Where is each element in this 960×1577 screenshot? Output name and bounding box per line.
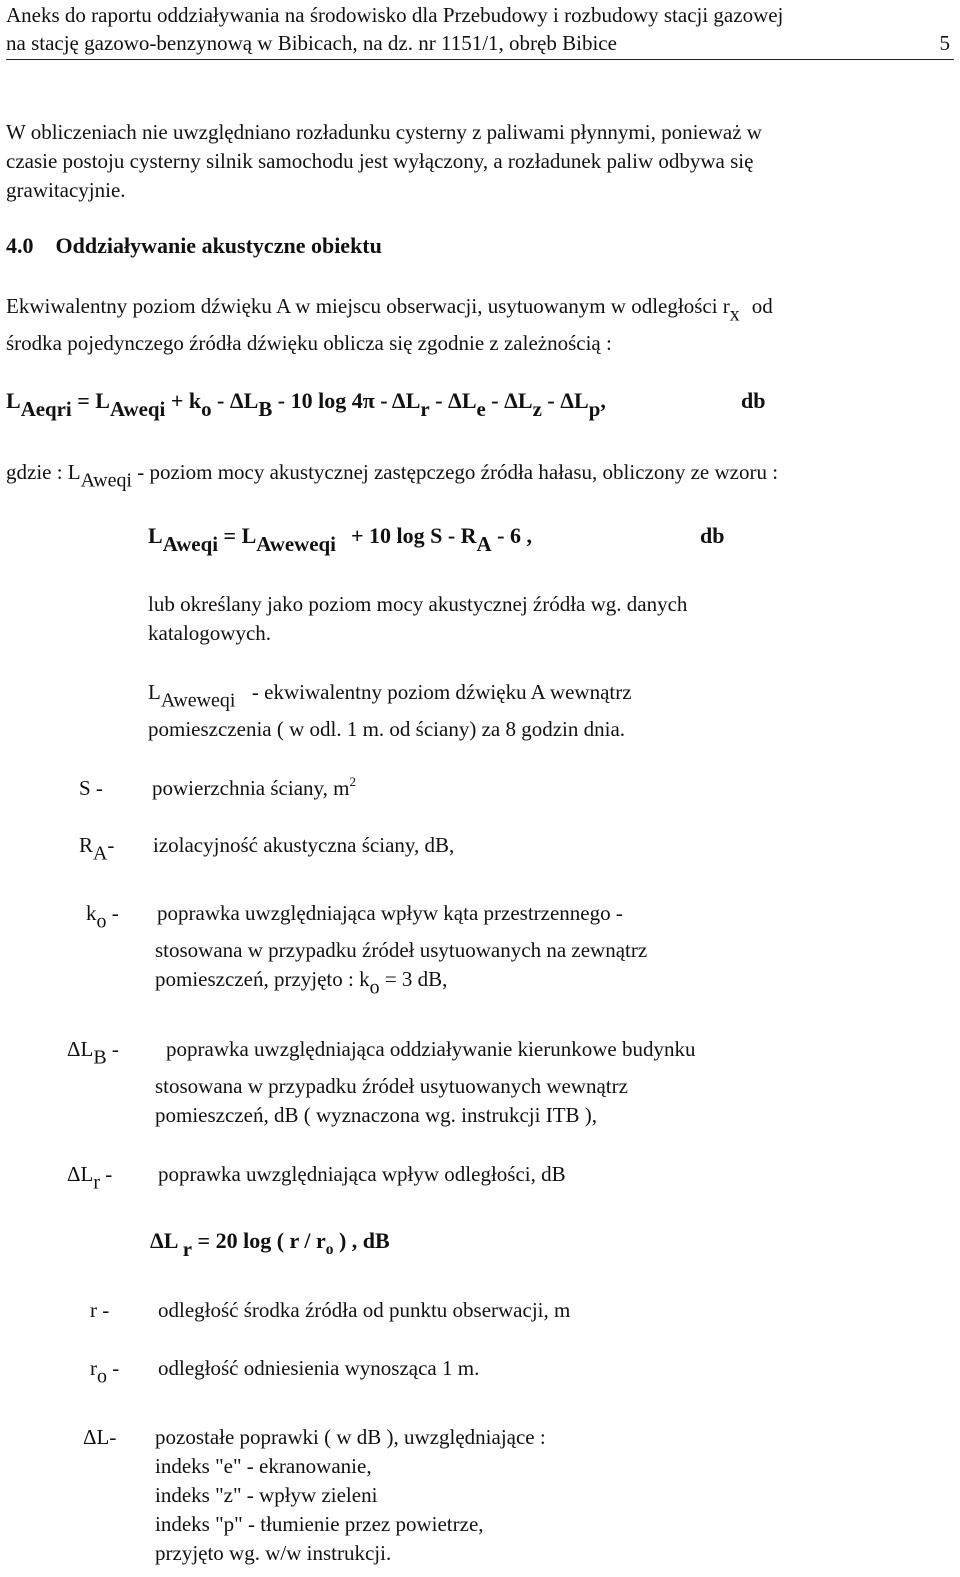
- def-ko-label: [86, 898, 119, 933]
- def-r-label: r -: [90, 1298, 110, 1322]
- f-delta-3: Δ: [448, 388, 462, 413]
- lub-line-1: lub określany jako poziom mocy akustycznej źródła wg. danych: [148, 592, 688, 616]
- f-minus-3: -: [491, 388, 499, 413]
- fa-rest: + 10 log S - R: [350, 523, 477, 548]
- def-ro-sub: o: [97, 1365, 107, 1388]
- def-RA-label: [79, 830, 115, 865]
- aweweqi-line-2: pomieszczenia ( w odl. 1 m. od ściany) za 8 godzin dnia.: [148, 717, 626, 741]
- f-L2: L: [95, 388, 110, 413]
- f-sub-r: r: [420, 396, 430, 421]
- f-delta-5: Δ: [560, 388, 574, 413]
- def-ko-l3sub: o: [369, 976, 380, 999]
- fa-sub-A: A: [476, 531, 492, 556]
- def-ko-l3b: = 3 dB,: [384, 967, 448, 991]
- f-minus-1: -: [217, 388, 225, 413]
- f-minus-2: -: [435, 388, 443, 413]
- fr-sub: r: [182, 1236, 193, 1261]
- fa-L2: L: [241, 523, 257, 548]
- formula-main: [6, 388, 606, 421]
- f-plus-k: + k: [170, 388, 202, 413]
- fr-tail: ) , dB: [338, 1228, 390, 1253]
- fa-eq: =: [223, 523, 237, 548]
- rx-subscript: x: [729, 303, 740, 326]
- def-ko-line-1: poprawka uwzględniająca wpływ kąta przestrzennego -: [157, 901, 623, 925]
- def-dLB-dash: -: [111, 1037, 119, 1061]
- def-S-text: [152, 773, 356, 803]
- fr-body: = 20 log ( r / r: [197, 1228, 326, 1253]
- para1-text: Ekwiwalentny poziom dźwięku A w miejscu obserwacji, usytuowanym w odległości r: [6, 294, 730, 318]
- def-r-text: odległość środka źródła od punktu obserwacji, m: [158, 1298, 571, 1322]
- f-L3: L: [243, 388, 259, 413]
- f-sub-o: o: [201, 396, 212, 421]
- page-number: 5: [939, 31, 950, 55]
- def-dL-line-3: indeks "z" - wpływ zieleni: [155, 1483, 378, 1507]
- f-eq: =: [77, 388, 90, 413]
- def-ko-sub: o: [96, 910, 107, 933]
- section-number: 4.0: [6, 233, 34, 258]
- def-ro-dash: -: [112, 1356, 120, 1380]
- section-heading: [6, 233, 382, 259]
- fr-L: ΔL: [150, 1228, 178, 1253]
- intro-line-3: grawitacyjnie.: [6, 178, 126, 202]
- aw-L: L: [148, 680, 161, 704]
- formula-dLr: [150, 1228, 390, 1261]
- def-ko-l3a: pomieszczeń, przyjęto : k: [155, 967, 370, 991]
- gdzie-sub: Aweqi: [80, 469, 132, 492]
- aw-text: - ekwiwalentny poziom dźwięku A wewnątrz: [251, 680, 632, 704]
- f-sub-B: B: [258, 396, 273, 421]
- para1-od: od: [751, 294, 773, 318]
- def-RA-R: R: [79, 833, 94, 857]
- def-ko-line-2: stosowana w przypadku źródeł usytuowanych na zewnątrz: [155, 938, 648, 962]
- header-line-1: Aneks do raportu oddziaływania na środowisko dla Przebudowy i rozbudowy stacji gazowej: [6, 3, 784, 27]
- def-ko-dash: -: [111, 901, 119, 925]
- gdzie-line: [6, 457, 779, 492]
- f-comma: ,: [600, 388, 606, 413]
- fa-L: L: [148, 523, 163, 548]
- intro-line-1: W obliczeniach nie uwzględniano rozładunku cysterny z paliwami płynnymi, ponieważ w: [6, 120, 762, 144]
- gdzie-prefix: gdzie : L: [6, 460, 81, 484]
- def-dLB-line-2: stosowana w przypadku źródeł usytuowanych wewnątrz: [155, 1074, 628, 1098]
- def-ko-k: k: [86, 901, 97, 925]
- fa-sub2: Aweweqi: [256, 531, 336, 556]
- def-S-sup: 2: [349, 773, 356, 789]
- def-RA-dash: -: [107, 833, 115, 857]
- def-dL-line-2: indeks "e" - ekranowanie,: [155, 1454, 372, 1478]
- formula-main-unit: db: [741, 388, 766, 413]
- f-log: - 10 log 4π -: [277, 388, 388, 413]
- para1-line-2: środka pojedynczego źródła dźwięku oblicza się zgodnie z zależnością :: [6, 331, 612, 355]
- def-dLr-L: ΔL: [67, 1162, 94, 1186]
- f-sub-aweqi: Aweqi: [109, 396, 166, 421]
- fr-sub2: o: [325, 1240, 334, 1258]
- header-rule: [6, 59, 954, 60]
- f-L5: L: [461, 388, 477, 413]
- f-sub-p: p: [588, 396, 601, 421]
- def-dLr-text: poprawka uwzględniająca wpływ odległości, dB: [158, 1162, 566, 1186]
- intro-line-2: czasie postoju cysterny silnik samochodu jest wyłączony, a rozładunek paliw odbywa się: [6, 149, 754, 173]
- def-dLB-sub: B: [93, 1046, 107, 1069]
- f-sub-e: e: [476, 396, 486, 421]
- fa-tail: - 6 ,: [497, 523, 532, 548]
- gdzie-text: - poziom mocy akustycznej zastępczego źródła hałasu, obliczony ze wzoru :: [137, 460, 779, 484]
- def-ko-line-3: [155, 964, 448, 999]
- header-line-2: na stację gazowo-benzynową w Bibicach, na dz. nr 1151/1, obręb Bibice: [6, 31, 617, 55]
- def-dLB-label: [67, 1034, 119, 1069]
- f-L: L: [6, 388, 21, 413]
- def-dLB-line-3: pomieszczeń, dB ( wyznaczona wg. instrukcji ITB ),: [155, 1103, 598, 1127]
- def-S-label: S -: [79, 776, 103, 800]
- f-minus-4: -: [547, 388, 555, 413]
- aweweqi-line-1: [148, 677, 632, 712]
- f-sub-aeqri: Aeqri: [20, 396, 72, 421]
- def-RA-text: izolacyjność akustyczna ściany, dB,: [153, 833, 455, 857]
- lub-line-2: katalogowych.: [148, 621, 272, 645]
- para1-line-1: [6, 291, 773, 326]
- f-delta-2: Δ: [391, 388, 406, 413]
- def-ro-label: [90, 1353, 120, 1388]
- fa-sub1: Aweqi: [162, 531, 219, 556]
- formula-aweqi-unit: db: [700, 523, 725, 548]
- f-L7: L: [574, 388, 589, 413]
- f-delta-1: Δ: [229, 388, 244, 413]
- def-dL-line-4: indeks "p" - tłumienie przez powietrze,: [155, 1512, 484, 1536]
- section-title: Oddziaływanie akustyczne obiektu: [55, 233, 382, 258]
- f-L4: L: [405, 388, 421, 413]
- def-dL-label: ΔL-: [83, 1425, 117, 1449]
- def-RA-sub: A: [93, 842, 108, 865]
- formula-aweqi: [148, 523, 532, 556]
- def-ro-r: r: [90, 1356, 97, 1380]
- def-dLr-label: [67, 1159, 113, 1194]
- def-dL-line-5: przyjęto wg. w/w instrukcji.: [155, 1541, 392, 1565]
- def-dLB-L: ΔL: [67, 1037, 94, 1061]
- def-ro-text: odległość odniesienia wynosząca 1 m.: [158, 1356, 480, 1380]
- f-L6: L: [517, 388, 533, 413]
- aw-sub: Aweweqi: [160, 689, 236, 712]
- def-S-body: powierzchnia ściany, m: [152, 776, 350, 800]
- f-delta-4: Δ: [504, 388, 518, 413]
- f-sub-z: z: [532, 396, 542, 421]
- def-dLr-sub: r: [93, 1171, 100, 1194]
- def-dLB-line-1: poprawka uwzględniająca oddziaływanie kierunkowe budynku: [166, 1037, 696, 1061]
- def-dL-line-1: pozostałe poprawki ( w dB ), uwzględniające :: [155, 1425, 546, 1449]
- def-dLr-dash: -: [105, 1162, 113, 1186]
